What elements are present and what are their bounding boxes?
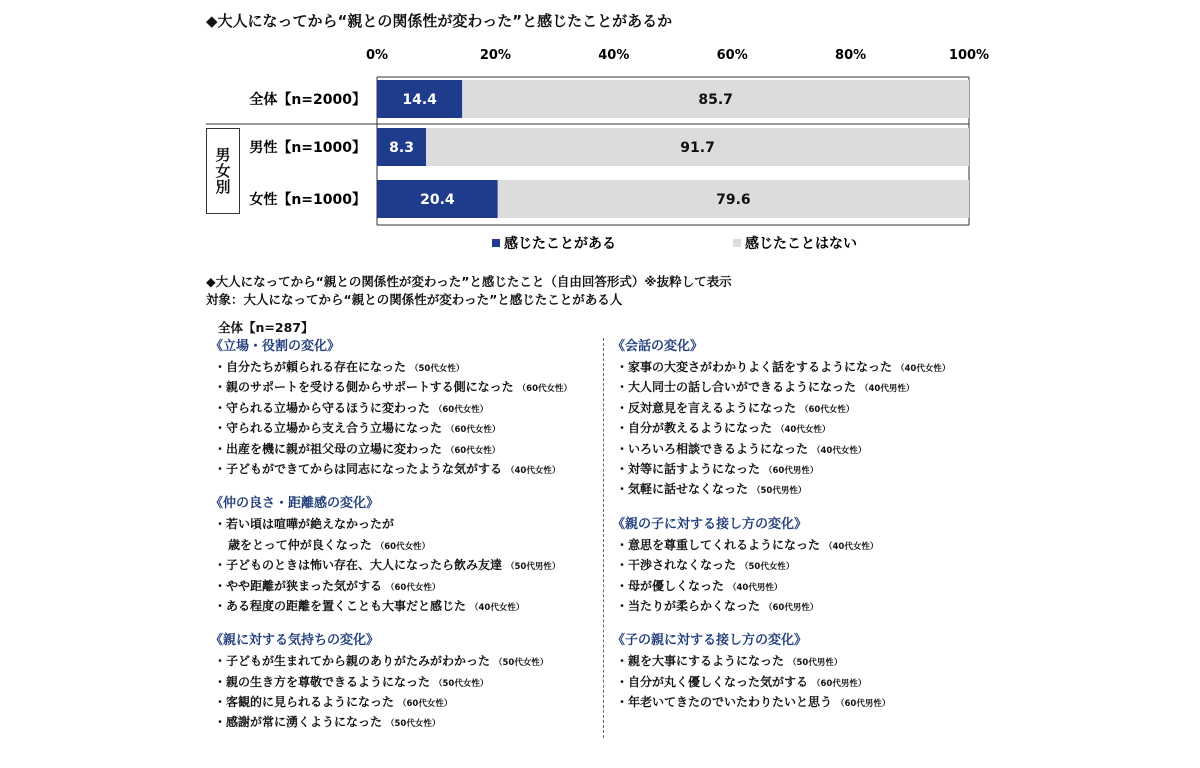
group-label: 男女別	[213, 147, 232, 195]
respondent-tag: （60代男性）	[812, 678, 867, 689]
x-tick-label: 20%	[479, 48, 511, 63]
answer-text: ・親の生き方を尊敬できるようになった	[214, 674, 431, 689]
answer-text: ・大人同士の話し合いができるようになった	[616, 380, 857, 395]
data-label: 91.7	[680, 140, 715, 156]
respondent-tag: （60代男性）	[836, 699, 891, 710]
answer-item	[210, 459, 610, 479]
respondent-tag: （50代女性）	[740, 562, 795, 573]
respondent-tag: （40代女性）	[470, 602, 525, 613]
answer-text: ・子どものときは怖い存在、大人になったら飲み友達	[214, 558, 503, 573]
respondent-tag: （60代女性）	[446, 425, 501, 436]
answer-text: ・若い頃は喧嘩が絶えなかったが	[214, 517, 395, 532]
data-label: 8.3	[389, 140, 414, 156]
respondent-tag: （50代男性）	[788, 658, 843, 669]
answer-item	[612, 576, 1012, 596]
answer-item	[612, 535, 1012, 555]
answer-item	[210, 672, 610, 692]
respondent-tag: （50代男性）	[506, 562, 561, 573]
x-tick-label: 80%	[835, 48, 867, 63]
answer-item	[210, 712, 610, 732]
category-label: 男性【n=1000】	[249, 140, 366, 156]
legend-entry: 感じたことがある	[504, 236, 616, 252]
x-tick-label: 100%	[948, 48, 990, 63]
answer-item	[210, 555, 610, 575]
answer-text: ・当たりが柔らかくなった	[616, 598, 761, 613]
free-answer-target: 対象：大人になってから“親との関係性が変わった”と感じたことがある人	[206, 292, 623, 307]
respondent-tag: （60代女性）	[445, 445, 501, 456]
answers-right-column	[612, 337, 1012, 727]
answer-item	[612, 439, 1012, 459]
answer-item	[612, 596, 1012, 616]
answer-item	[210, 439, 610, 459]
legend-entry: 感じたことはない	[745, 236, 857, 252]
free-answer-heading: ◆大人になってから“親との関係性が変わった”と感じたこと（自由回答形式）※抜粋して表示	[206, 274, 732, 289]
group-label-box	[206, 128, 240, 214]
answer-text: ・自分が教えるようになった	[616, 421, 773, 436]
answer-item	[210, 377, 610, 397]
answers-left-column	[210, 337, 610, 748]
respondent-tag: （60代女性）	[433, 404, 489, 415]
answer-text: ・いろいろ相談できるようになった	[616, 441, 809, 456]
answer-item	[210, 418, 610, 438]
answer-item	[210, 651, 610, 671]
answer-item	[210, 535, 610, 555]
answer-item	[210, 514, 610, 534]
data-label: 79.6	[716, 192, 751, 208]
answer-group-title: 《立場・役割の変化》	[210, 339, 341, 354]
answer-group	[210, 337, 610, 479]
answer-text: ・子どもができてからは同志になったような気がする	[214, 461, 503, 476]
category-label: 全体【n=2000】	[249, 92, 366, 108]
answer-group-title: 《会話の変化》	[612, 339, 704, 354]
x-tick-label: 40%	[598, 48, 630, 63]
answer-text: 歳をとって仲が良くなった	[228, 537, 372, 552]
answer-text: ・ある程度の距離を置くことも大事だと感じた	[214, 598, 467, 613]
answer-text: ・対等に話すようになった	[616, 461, 761, 476]
answer-text: ・気軽に話せなくなった	[616, 482, 749, 497]
answer-text: ・家事の大変さがわかりよく話をするようになった	[616, 360, 893, 374]
answer-text: ・子どもが生まれてから親のありがたみがわかった	[214, 654, 491, 669]
respondent-tag: （60代女性）	[375, 541, 431, 552]
legend-swatch	[733, 239, 741, 247]
x-tick-label: 60%	[716, 48, 748, 63]
data-label: 85.7	[698, 92, 733, 108]
data-label: 14.4	[402, 92, 437, 108]
answer-text: ・守られる立場から守るほうに変わった	[214, 400, 430, 415]
respondent-tag: （40代男性）	[728, 582, 783, 593]
answer-group	[210, 631, 610, 733]
respondent-tag: （50代女性）	[410, 364, 465, 374]
answer-text: ・出産を機に親が祖父母の立場に変わった	[214, 441, 442, 456]
answer-item	[612, 651, 1012, 671]
chart-title: ◆大人になってから“親との関係性が変わった”と感じたことがあるか	[206, 12, 673, 30]
answer-item	[210, 596, 610, 616]
answer-text: ・自分たちが頼られる存在になった	[214, 360, 407, 374]
free-answer-sample-size: 全体【n=287】	[218, 320, 314, 335]
respondent-tag: （40代女性）	[812, 445, 867, 456]
respondent-tag: （60代女性）	[386, 582, 441, 593]
answer-group	[210, 494, 610, 616]
answer-group	[612, 337, 1012, 500]
answer-item	[612, 692, 1012, 712]
answer-group-title: 《親に対する気持ちの変化》	[210, 633, 380, 649]
answer-group	[612, 515, 1012, 617]
respondent-tag: （40代女性）	[776, 425, 831, 436]
answer-group-title: 《親の子に対する接し方の変化》	[612, 516, 808, 532]
category-label: 女性【n=1000】	[249, 192, 366, 208]
answer-item	[210, 576, 610, 596]
answer-item	[612, 672, 1012, 692]
respondent-tag: （50代女性）	[494, 658, 549, 669]
respondent-tag: （40代男性）	[860, 384, 915, 395]
respondent-tag: （50代女性）	[386, 719, 441, 730]
respondent-tag: （50代男性）	[752, 486, 807, 497]
respondent-tag: （60代男性）	[764, 465, 819, 476]
answer-item	[612, 398, 1012, 418]
answer-item	[612, 418, 1012, 438]
answer-item	[612, 357, 1012, 377]
answer-text: ・反対意見を言えるようになった	[616, 400, 797, 415]
answer-text: ・親のサポートを受ける側からサポートする側になった	[214, 380, 514, 395]
answer-text: ・干渉されなくなった	[616, 558, 737, 573]
answer-item	[612, 459, 1012, 479]
x-tick-label: 0%	[365, 48, 389, 63]
respondent-tag: （50代女性）	[434, 678, 489, 689]
answer-item	[612, 479, 1012, 499]
respondent-tag: （60代女性）	[398, 699, 453, 710]
answer-text: ・意思を尊重してくれるようになった	[616, 537, 821, 552]
answer-item	[210, 692, 610, 712]
answer-text: ・客観的に見られるようになった	[214, 695, 395, 710]
answer-text: ・自分が丸く優しくなった気がする	[616, 674, 809, 689]
legend-swatch	[492, 239, 500, 247]
answer-group-title: 《仲の良さ・距離感の変化》	[210, 496, 380, 512]
data-label: 20.4	[420, 192, 455, 208]
answer-item	[612, 377, 1012, 397]
answer-text: ・年老いてきたのでいたわりたいと思う	[616, 695, 833, 710]
answer-item	[612, 555, 1012, 575]
answer-item	[210, 357, 610, 377]
respondent-tag: （40代女性）	[896, 364, 951, 374]
answer-group-title: 《子の親に対する接し方の変化》	[612, 633, 808, 649]
answer-text: ・母が優しくなった	[616, 578, 725, 593]
respondent-tag: （40代女性）	[824, 541, 879, 552]
respondent-tag: （40代女性）	[506, 465, 561, 476]
answer-text: ・やや距離が狭まった気がする	[214, 578, 383, 593]
answer-text: ・守られる立場から支え合う立場になった	[214, 421, 443, 436]
respondent-tag: （60代女性）	[517, 384, 572, 395]
answer-item	[210, 398, 610, 418]
stacked-bar-chart	[0, 0, 1200, 268]
respondent-tag: （60代男性）	[764, 602, 819, 613]
respondent-tag: （60代女性）	[800, 404, 855, 415]
answer-text: ・感謝が常に湧くようになった	[214, 715, 383, 730]
answer-text: ・親を大事にするようになった	[616, 654, 785, 669]
answer-group	[612, 631, 1012, 712]
